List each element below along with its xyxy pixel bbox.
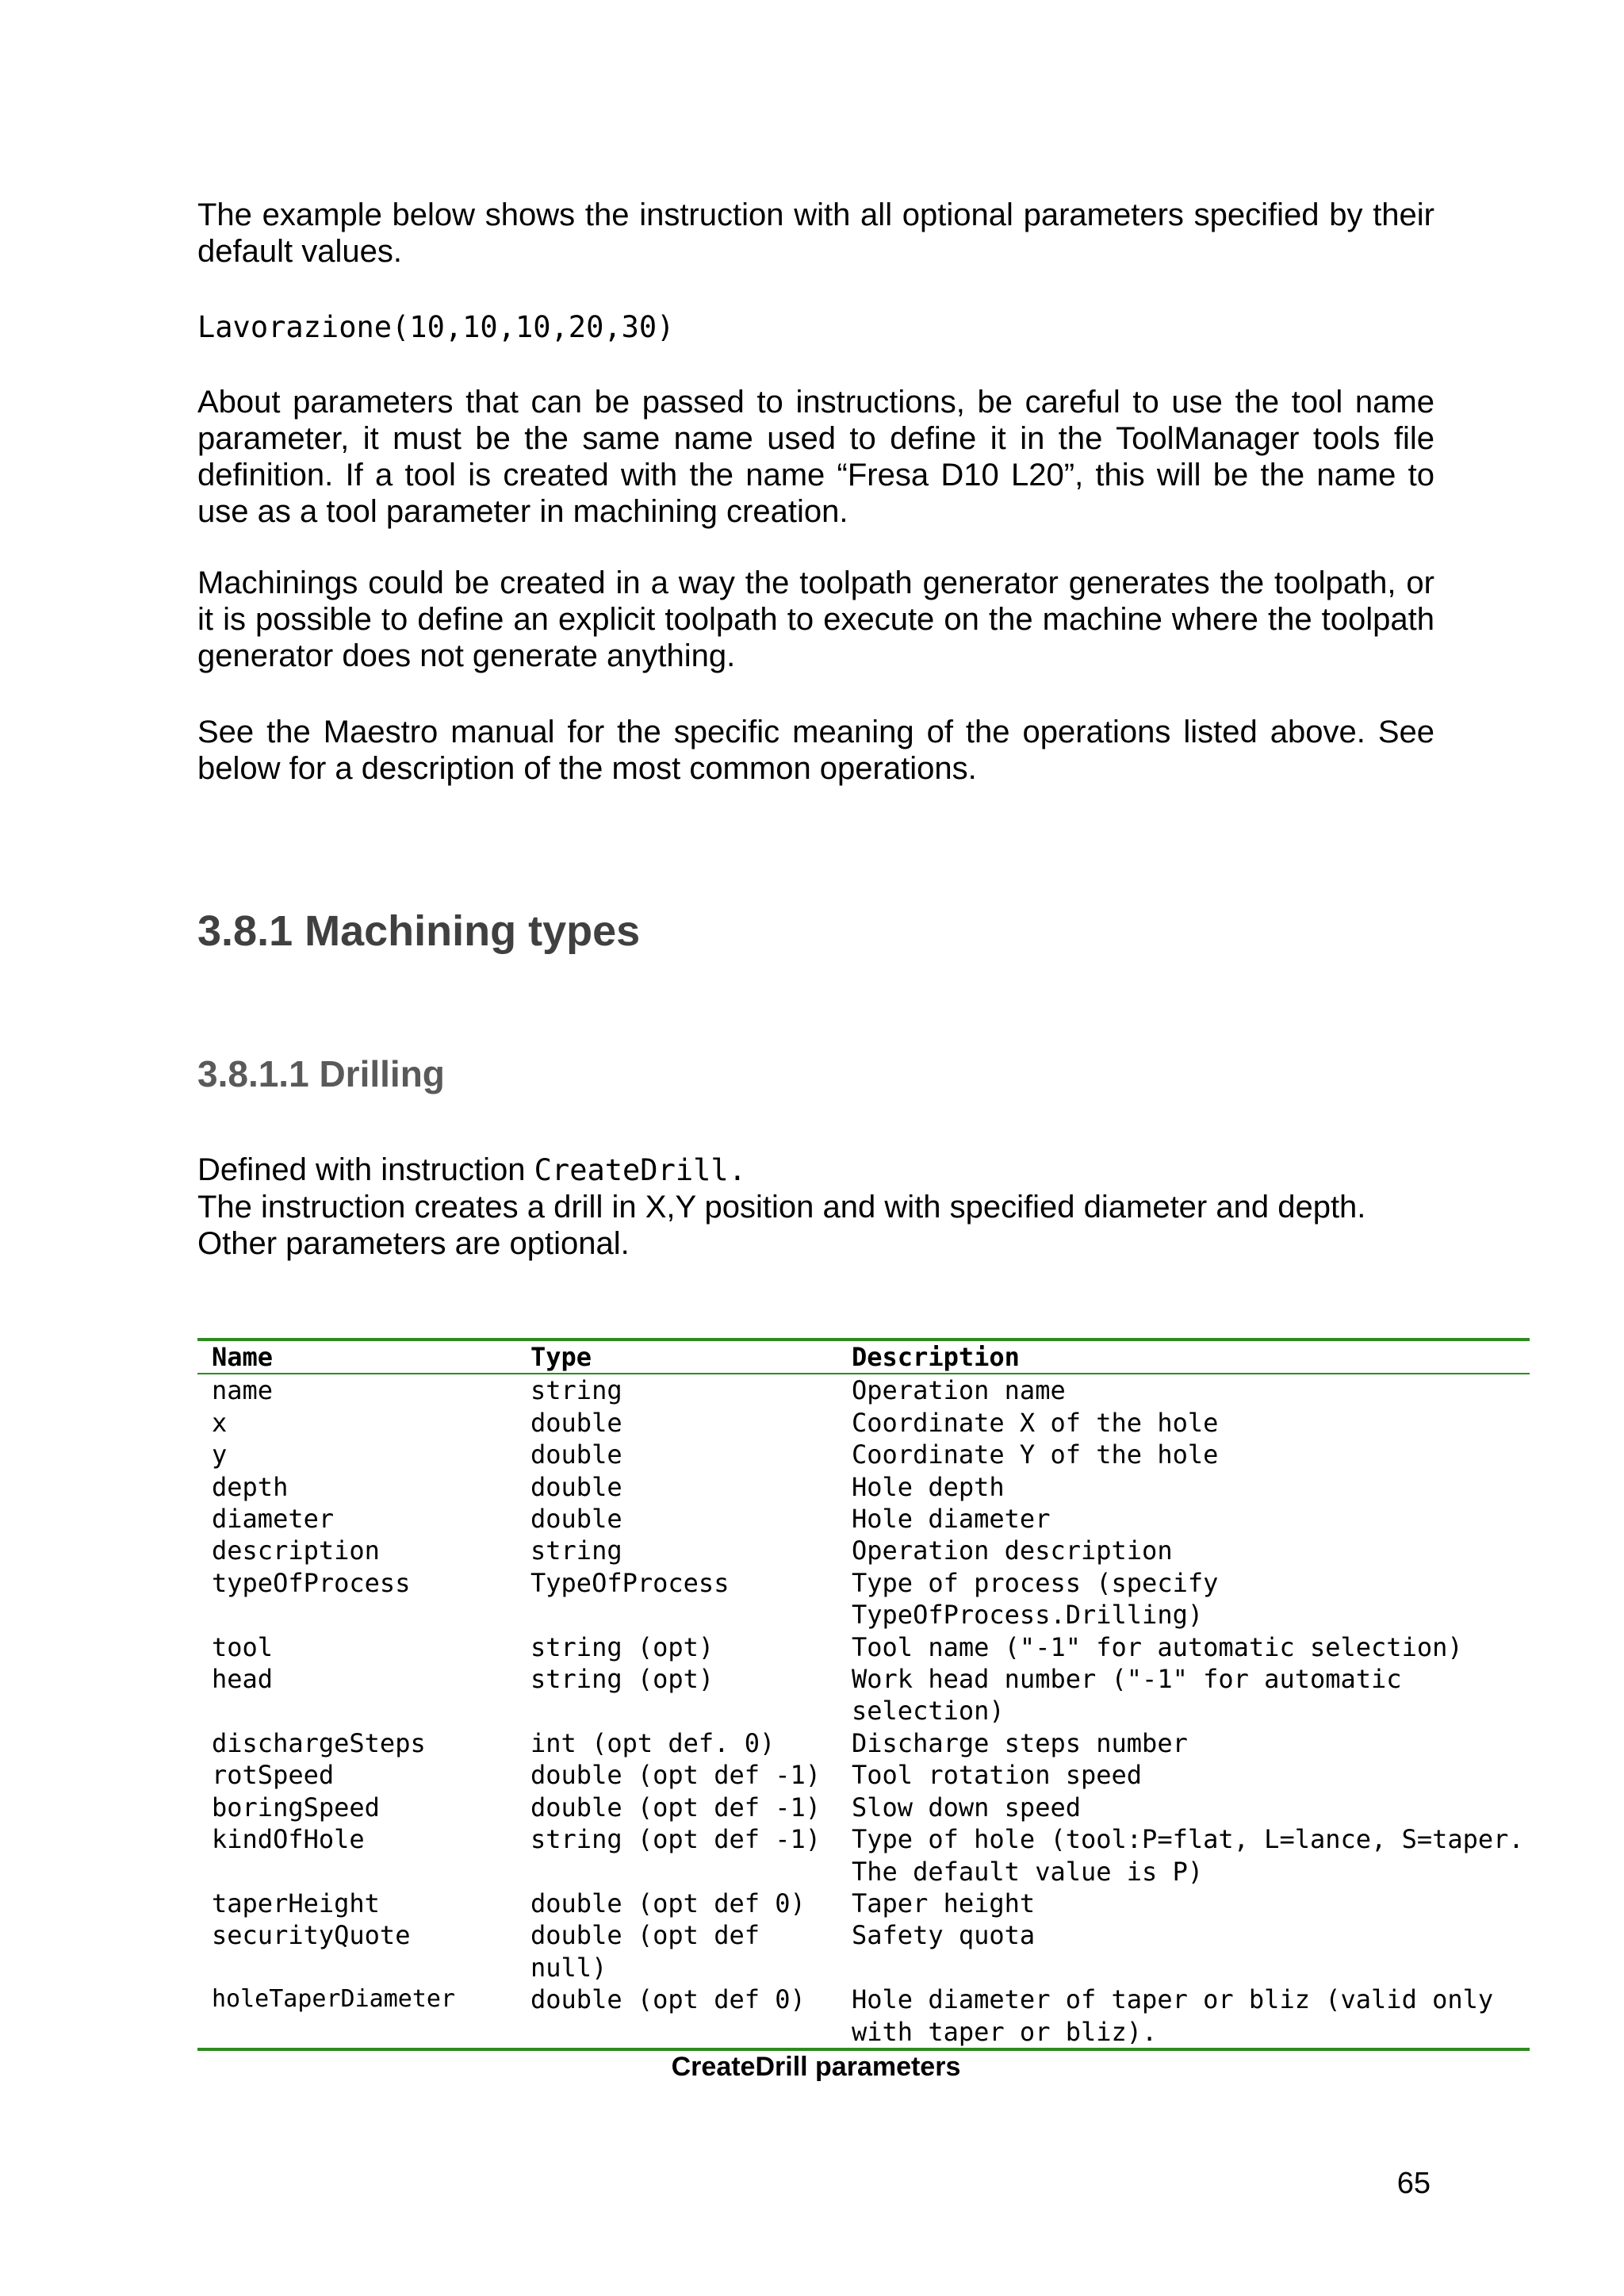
param-description: Hole diameter [852,1504,1051,1535]
param-type: string (opt def -1) [530,1824,822,1855]
table-caption: CreateDrill parameters [671,2052,961,2082]
param-name: kindOfHole [212,1824,365,1855]
param-description: Coordinate Y of the hole [852,1439,1219,1470]
param-description: Slow down speed [852,1792,1081,1823]
param-description: Tool name ("-1" for automatic selection) [852,1631,1463,1662]
param-name: tool [212,1631,274,1662]
header-name: Name [212,1342,274,1372]
param-description: Taper height [852,1888,1036,1918]
param-name: holeTaperDiameter [212,1985,456,2014]
drilling-instruction-code: CreateDrill. [534,1153,746,1187]
paragraph-defaults-intro: The example below shows the instruction with all optional parameters specified by their default values. [197,197,1434,269]
param-name: depth [212,1471,289,1502]
param-type: string (opt) [530,1631,714,1662]
param-name: taperHeight [212,1888,380,1918]
table-row [197,1759,1530,1791]
param-description: Coordinate X of the hole [852,1407,1219,1438]
param-description: Hole depth [852,1471,1005,1502]
param-description: Operation name [852,1375,1066,1406]
param-name: typeOfProcess [212,1567,411,1598]
paragraph-tool-name-note: About parameters that can be passed to instructions, be careful to use the tool name parameter, it must be the same name used to define it in the ToolManager tools file definition. If a tool is created with the name “Fresa D10 L20”, this will be the name to use as a tool parameter in machining creation. [197,385,1434,529]
param-type: string [530,1375,622,1406]
table-row [197,1374,1530,1406]
header-type: Type [530,1342,592,1372]
param-type: double [530,1471,622,1502]
page-number: 65 [1396,2167,1431,2200]
param-type: string [530,1535,622,1566]
param-type: double [530,1407,622,1438]
param-type: double [530,1439,622,1470]
table-row [197,1663,1530,1727]
param-name: x [212,1407,228,1438]
param-name: name [212,1375,274,1406]
param-description: Work head number ("-1" for automatic selection) [852,1664,1402,1727]
param-description: Type of hole (tool:P=flat, L=lance, S=taper. The default value is P) [852,1824,1524,1887]
table-row [197,1567,1530,1631]
param-name: securityQuote [212,1920,411,1951]
param-name: y [212,1439,228,1470]
param-type: int (opt def. 0) [530,1727,776,1758]
param-type: double (opt def 0) [530,1984,806,2015]
param-type: TypeOfProcess [530,1567,730,1598]
param-description: Hole diameter of taper or bliz (valid only with taper or bliz). [852,1984,1494,2047]
param-description: Tool rotation speed [852,1760,1143,1791]
param-type: string (opt) [530,1664,714,1695]
table-row [197,1984,1530,2048]
param-name: boringSpeed [212,1792,380,1823]
table-header-row [197,1341,1530,1373]
paragraph-toolpath-note: Machinings could be created in a way the toolpath generator generates the toolpath, or it is possible to define an explicit toolpath to execute on the machine where the toolpath generator does not generate anything. [197,565,1434,673]
table-row [197,1727,1530,1759]
table-row [197,1471,1530,1503]
param-type: double (opt def -1) [530,1792,822,1823]
param-name: head [212,1664,274,1695]
param-name: diameter [212,1504,335,1535]
param-name: rotSpeed [212,1760,335,1791]
drilling-intro [197,1152,1434,1262]
drilling-optional-line: Other parameters are optional. [197,1226,630,1261]
subsection-heading: 3.8.1.1 Drilling [197,1053,445,1094]
param-description: Operation description [852,1535,1173,1566]
table-row [197,1407,1530,1439]
table-row [197,1888,1530,1919]
code-example: Lavorazione(10,10,10,20,30) [197,310,675,344]
param-description: Safety quota [852,1920,1036,1951]
table-row [197,1439,1530,1470]
table-row [197,1535,1530,1566]
table-row [197,1919,1530,1984]
param-name: description [212,1535,380,1566]
param-description: Type of process (specify TypeOfProcess.Drilling) [852,1567,1219,1631]
param-name: dischargeSteps [212,1727,426,1758]
param-type: double (opt def 0) [530,1888,806,1918]
paragraph-maestro-reference: See the Maestro manual for the specific meaning of the operations listed above. See below for a description of the most common operations. [197,715,1434,786]
section-heading: 3.8.1 Machining types [197,907,641,955]
parameters-table [197,1338,1530,2051]
param-type: double [530,1504,622,1535]
param-description: Discharge steps number [852,1727,1188,1758]
drilling-description-line: The instruction creates a drill in X,Y position and with specified diameter and depth. [197,1190,1366,1225]
table-row [197,1792,1530,1823]
param-type: double (opt def -1) [530,1760,822,1791]
table-row [197,1823,1530,1888]
param-type: double (opt def null) [530,1920,760,1983]
drilling-defined-prefix: Defined with instruction [197,1152,534,1187]
table-row [197,1503,1530,1535]
header-description: Description [852,1342,1020,1372]
table-row [197,1631,1530,1663]
